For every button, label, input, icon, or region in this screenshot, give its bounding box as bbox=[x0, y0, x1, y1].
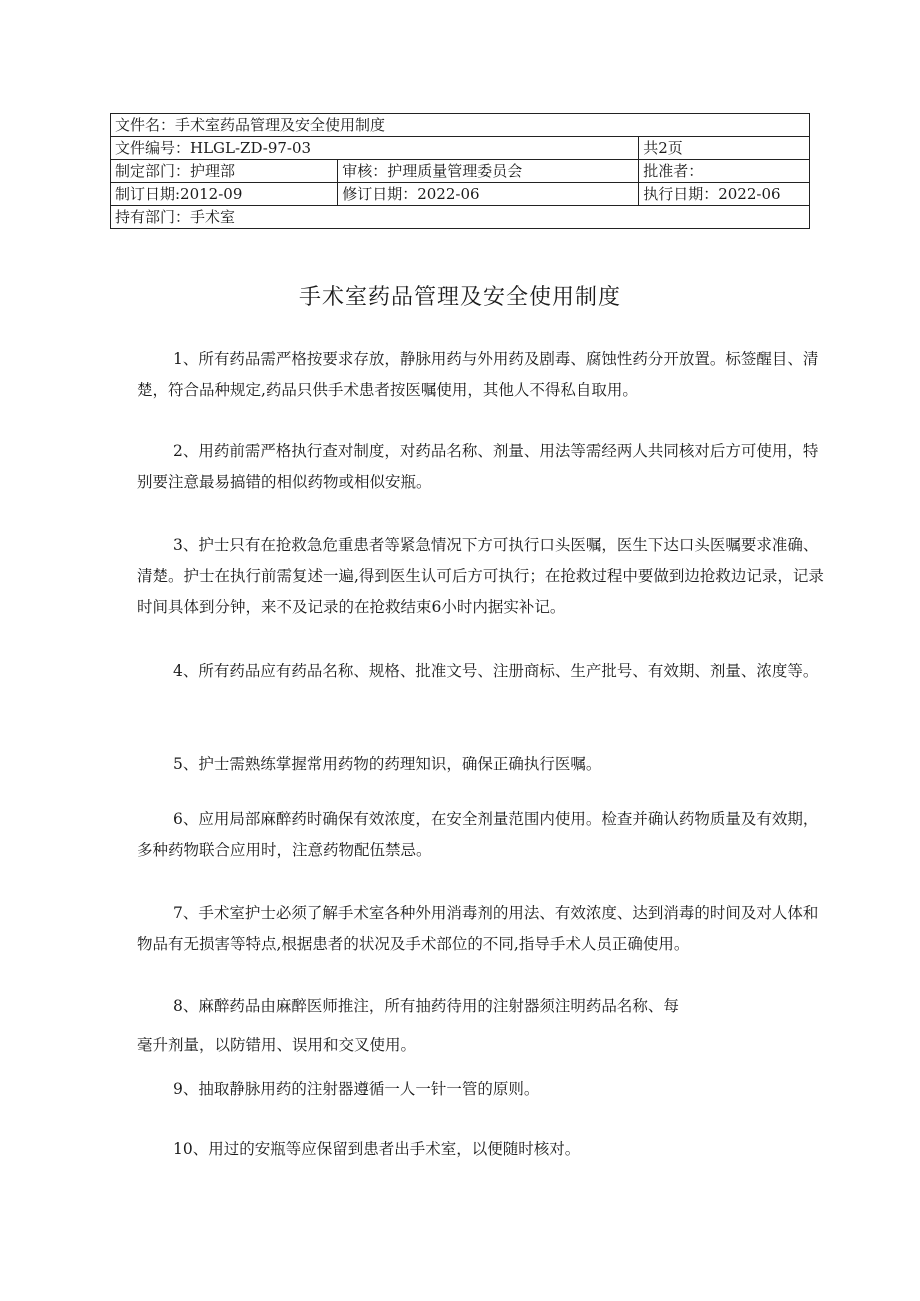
page-count-cell: 共2页 bbox=[639, 137, 810, 160]
paragraph-4: 4、所有药品应有药品名称、规格、批准文号、注册商标、生产批号、有效期、剂量、浓度等。 bbox=[173, 662, 819, 680]
paragraph-7: 7、手术室护士必须了解手术室各种外用消毒剂的用法、有效浓度、达到消毒的时间及对人体和物品有无损害等特点,根据患者的状况及手术部位的不同,指导手术人员正确使用。 bbox=[137, 904, 819, 953]
paragraph-6: 6、应用局部麻醉药时确保有效浓度，在安全剂量范围内使用。检查并确认药物质量及有效期，多种药物联合应用时，注意药物配伍禁忌。 bbox=[137, 810, 819, 859]
paragraph-10: 10、用过的安瓶等应保留到患者出手术室，以便随时核对。 bbox=[173, 1140, 581, 1158]
paragraph-9: 9、抽取静脉用药的注射器遵循一人一针一管的原则。 bbox=[173, 1080, 540, 1098]
paragraph-2: 2、用药前需严格执行查对制度，对药品名称、剂量、用法等需经两人共同核对后方可使用，特别要注意最易搞错的相似药物或相似安瓶。 bbox=[137, 442, 819, 491]
review-cell: 审核：护理质量管理委员会 bbox=[338, 160, 639, 183]
paragraph-5: 5、护士需熟练掌握常用药物的药理知识，确保正确执行医嘱。 bbox=[173, 755, 602, 773]
created-date-cell: 制订日期:2012-09 bbox=[111, 183, 338, 206]
file-number-cell: 文件编号：HLGL-ZD-97-03 bbox=[111, 137, 639, 160]
dept-cell: 制定部门：护理部 bbox=[111, 160, 338, 183]
document-info-table bbox=[110, 113, 810, 229]
document-title: 手术室药品管理及安全使用制度 bbox=[298, 285, 621, 310]
paragraph-1: 1、所有药品需严格按要求存放，静脉用药与外用药及剧毒、腐蚀性药分开放置。标签醒目、清楚，符合品种规定,药品只供手术患者按医嘱使用，其他人不得私自取用。 bbox=[137, 350, 819, 399]
approver-cell: 批准者： bbox=[639, 160, 810, 183]
file-name-cell: 文件名：手术室药品管理及安全使用制度 bbox=[111, 114, 810, 137]
revised-date-cell: 修订日期：2022-06 bbox=[338, 183, 639, 206]
exec-date-cell: 执行日期：2022-06 bbox=[639, 183, 810, 206]
paragraph-3: 3、护士只有在抢救急危重患者等紧急情况下方可执行口头医嘱，医生下达口头医嘱要求准确、清楚。护士在执行前需复述一遍,得到医生认可后方可执行；在抢救过程中要做到边抢救边记录，记录时间具体到分钟，来不及记录的在抢救结束6小时内据实补记。 bbox=[137, 536, 824, 616]
paragraph-8-line-1: 8、麻醉药品由麻醉医师推注，所有抽药待用的注射器须注明药品名称、每 bbox=[173, 997, 679, 1015]
paragraph-8-line-2: 毫升剂量，以防错用、误用和交叉使用。 bbox=[137, 1036, 417, 1054]
holder-cell: 持有部门：手术室 bbox=[111, 206, 810, 229]
